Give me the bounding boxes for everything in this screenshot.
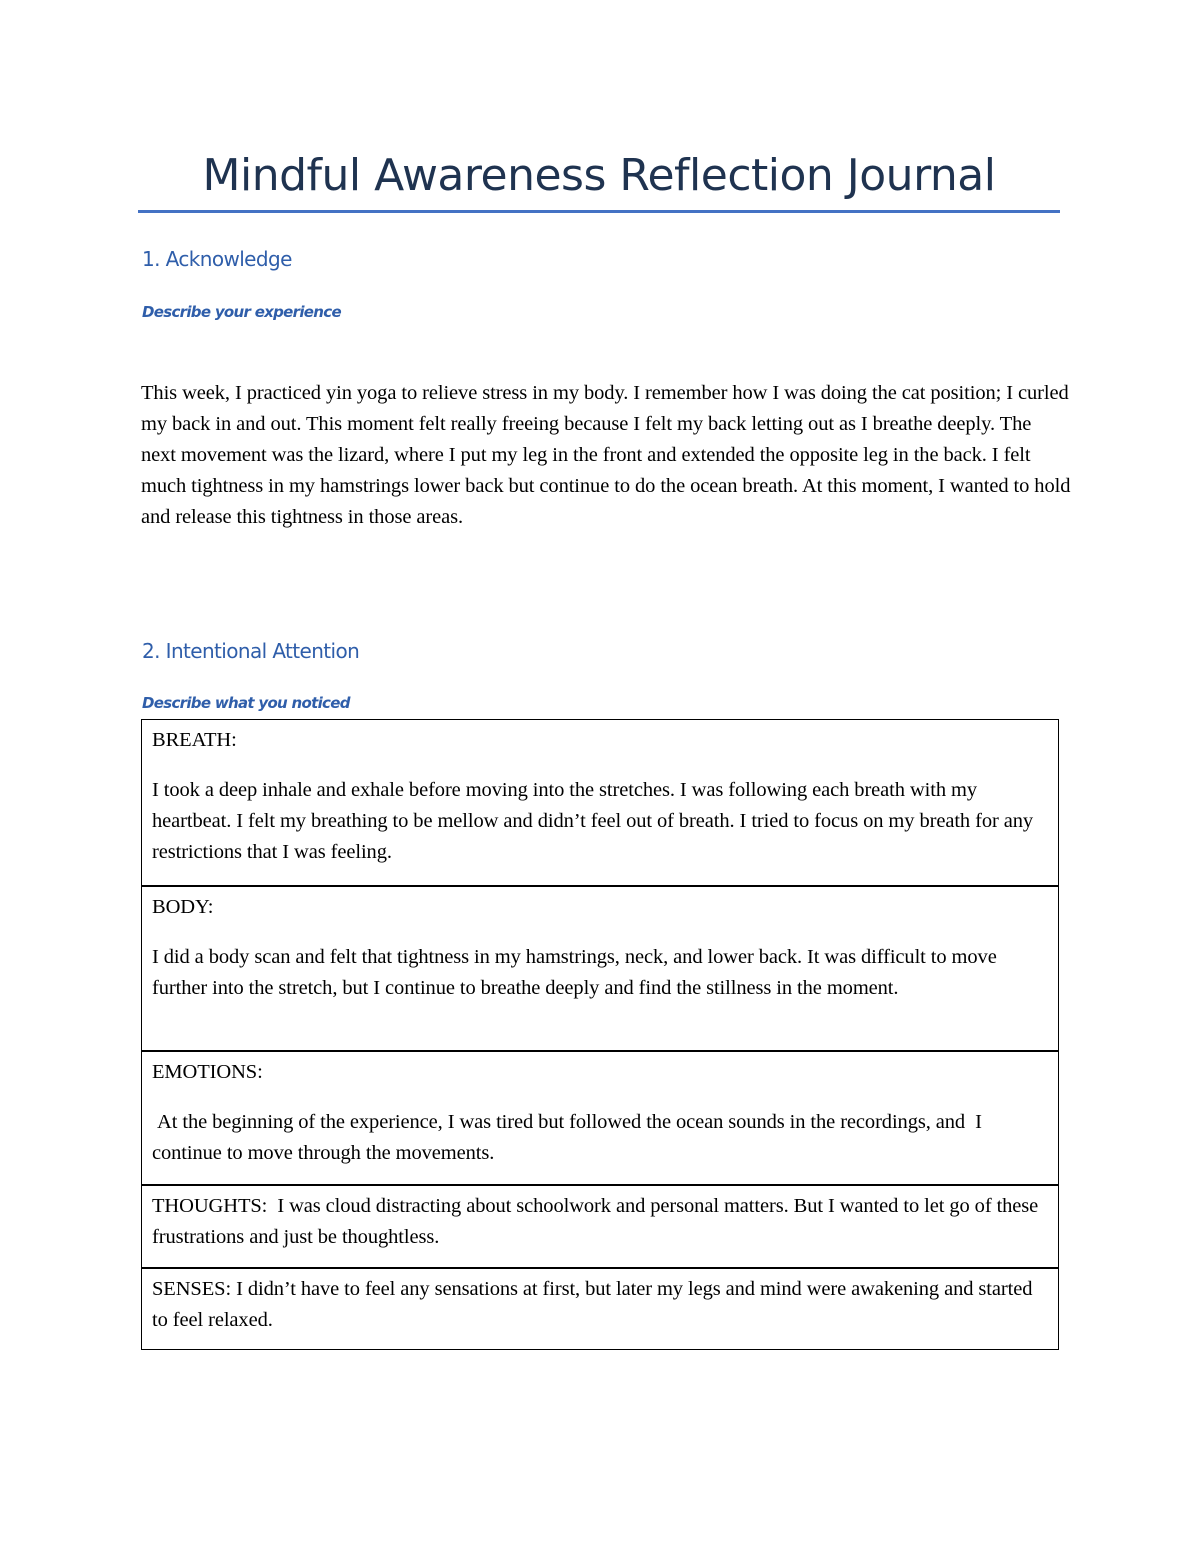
row-label-breath: BREATH:: [152, 729, 237, 751]
section-subheading-noticed: Describe what you noticed: [142, 694, 350, 712]
table-row-body: [142, 885, 1058, 1050]
row-text-emotions: At the beginning of the experience, I was tired but followed the ocean sounds in the recordings, and I continue to move through the movements.: [152, 1111, 987, 1164]
experience-paragraph: This week, I practiced yin yoga to relieve stress in my body. I remember how I was doing the cat position; I curled my back in and out. This moment felt really freeing because I felt my back letting out as I breathe deeply. The next movement was the lizard, where I put my leg in the front and extended the opposite leg in the back. I felt much tightness in my hamstrings lower back but continue to do the ocean breath. At this moment, I wanted to hold and release this tightness in those areas.: [141, 382, 1071, 528]
title-underline: [138, 210, 1060, 213]
noticed-table: [141, 719, 1059, 1350]
table-row-senses: [142, 1267, 1058, 1349]
row-text-breath: I took a deep inhale and exhale before moving into the stretches. I was following each breath with my heartbeat. I felt my breathing to be mellow and didn’t feel out of breath. I tried to focus on my breath for any restrictions that I was feeling.: [152, 779, 1034, 863]
row-text-thoughts: THOUGHTS: I was cloud distracting about schoolwork and personal matters. But I wanted to let go of these frustrations and just be thoughtless.: [152, 1195, 1044, 1248]
table-row-thoughts: [142, 1184, 1058, 1267]
table-row-emotions: [142, 1050, 1058, 1184]
row-label-body: BODY:: [152, 896, 214, 918]
document-title: Mindful Awareness Reflection Journal: [202, 150, 996, 201]
row-text-senses: SENSES: I didn’t have to feel any sensations at first, but later my legs and mind were awakening and started to feel relaxed.: [152, 1278, 1033, 1331]
row-text-body: I did a body scan and felt that tightness in my hamstrings, neck, and lower back. It was difficult to move further into the stretch, but I continue to breathe deeply and find the stillness in the moment.: [152, 946, 997, 999]
table-row-breath: [142, 720, 1058, 885]
section-subheading-experience: Describe your experience: [142, 303, 341, 321]
section-heading-acknowledge: 1. Acknowledge: [142, 247, 292, 271]
row-label-emotions: EMOTIONS:: [152, 1061, 263, 1083]
section-heading-intentional-attention: 2. Intentional Attention: [142, 639, 360, 663]
